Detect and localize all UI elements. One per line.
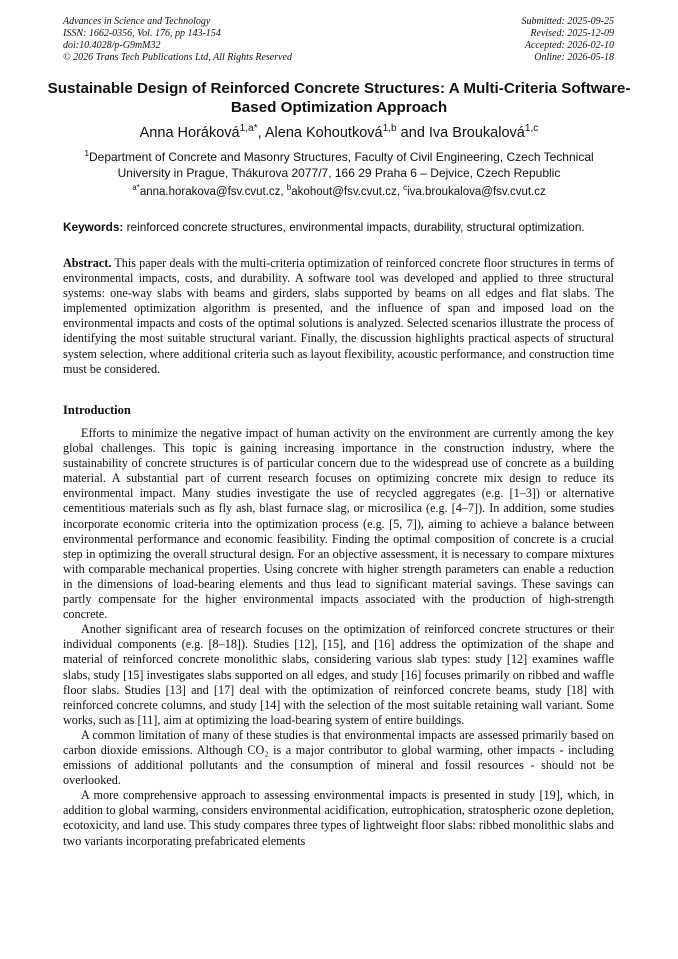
introduction-body — [63, 426, 614, 849]
paragraph: Another significant area of research focuses on the optimization of reinforced concrete structures or their individual components (e.g. [8–18]). Studies [12], [15], and [16] address the optimization of the shape and material of reinforced concrete monolithic slabs, considering various slab types: study [12] examines waffle slabs, study [15] investigates slabs supported on all edges, and study [16] focuses primarily on ribbed and waffle floor slabs. Studies [13] and [17] deal with the optimization of reinforced concrete beams, study [18] with reinforced concrete columns, and study [14] with the selection of the most suitable retaining wall variant. Some works, such as [11], aim at optimizing the load-bearing system of entire buildings. — [63, 622, 614, 727]
author-affiliation-mark: 1,a* — [239, 123, 258, 135]
paragraph: A more comprehensive approach to assessing environmental impacts is presented in study [19], which, in addition to global warming, considers environmental acidification, eutrophication, stratospheric ozone depletion, ecotoxicity, and land use. This study compares three types of lightweight floor slabs: ribbed monolithic slabs and two variants incorporating prefabricated elements — [63, 788, 614, 848]
author-separator: and — [396, 125, 429, 141]
abstract — [63, 256, 614, 377]
author-name: Anna Horáková — [139, 125, 240, 141]
email-link[interactable]: iva.broukalova@fsv.cvut.cz — [407, 186, 546, 198]
email-link[interactable]: akohout@fsv.cvut.cz — [291, 186, 397, 198]
keywords-label: Keywords: — [63, 220, 124, 234]
author-list — [20, 124, 658, 142]
email-list — [40, 185, 638, 200]
email-mark: b — [286, 183, 292, 193]
author-separator: , — [257, 125, 265, 141]
affiliation-text: Department of Concrete and Masonry Structures, Faculty of Civil Engineering, Czech Technical University in Prague, Thákurova 2077/7, 166 29 Praha 6 – Dejvice, Czech Republic — [88, 150, 594, 180]
email-separator: , — [280, 186, 287, 198]
dates-header — [522, 16, 615, 64]
email-mark: a* — [132, 183, 140, 193]
submitted-date: Submitted: 2025-09-25 — [521, 16, 614, 27]
keywords — [63, 220, 623, 235]
affiliation — [60, 150, 618, 181]
email-mark: c — [403, 183, 408, 193]
journal-header — [63, 16, 292, 64]
paragraph: Efforts to minimize the negative impact of human activity on the environment are currently among the key global challenges. This topic is gaining increasing importance in the construction industry, where the sustainability of concrete structures is of particular concern due to the widespread use of concrete as a building material. A substantial part of current research focuses on optimizing concrete mix design to reduce its environmental impact. Many studies investigate the use of recycled aggregates (e.g. [1–3]) or alternative cementitious materials such as fly ash, blast furnace slag, or microsilica (e.g. [4–7]). In addition, some studies incorporate economic criteria into the optimization process (e.g. [5, 7]), aiming to achieve a balance between environmental performance and economic feasibility. Finding the optimal composition of concrete is a crucial step in optimizing the overall structural design. For an objective assessment, it is necessary to compare mixtures with comparable mechanical properties. Using concrete with higher strength parameters can enable a reduction in the dimensions of load-bearing elements and thus lead to significant material savings. These savings can partly compensate for the higher environmental impacts associated with the production of high-strength concrete. — [63, 426, 614, 622]
email-link[interactable]: anna.horakova@fsv.cvut.cz — [139, 186, 281, 198]
author-name: Alena Kohoutková — [264, 125, 383, 141]
email-separator: , — [396, 186, 404, 198]
keywords-text: reinforced concrete structures, environmental impacts, durability, structural optimization. — [123, 220, 585, 234]
accepted-date: Accepted: 2026-02-10 — [524, 40, 614, 51]
abstract-text: This paper deals with the multi-criteria optimization of reinforced concrete floor structures in terms of environmental impacts, costs, and durability. A software tool was developed and applied to three structural systems: one-way slabs with beams and girders, slabs supported by beams on all edges and flat slabs. The implemented optimization algorithm is presented, and the influence of span and imposed load on the environmental impacts and costs of the optimal solutions is analyzed. Selected scenarios illustrate the process of identifying the most suitable structural variant. Finally, the discussion highlights practical aspects of structural system selection, where additional criteria such as layout flexibility, acoustic performance, and construction time must be considered. — [63, 256, 614, 376]
affiliation-mark: 1 — [84, 148, 89, 158]
issn-line: ISSN: 1662-0356, Vol. 176, pp 143-154 — [63, 28, 221, 39]
revised-date: Revised: 2025-12-09 — [530, 28, 614, 39]
author-affiliation-mark: 1,c — [524, 123, 539, 135]
paragraph: A common limitation of many of these studies is that environmental impacts are assessed primarily based on carbon dioxide emissions. Although CO₂ is a major contributor to global warming, other impacts - including emissions of additional pollutants and the consumption of mineral and fossil resources - should not be overlooked. — [63, 727, 614, 788]
author-affiliation-mark: 1,b — [382, 123, 397, 135]
doi-line: doi:10.4028/p-G9mM32 — [63, 40, 161, 51]
online-date: Online: 2026-05-18 — [534, 52, 614, 63]
author-name: Iva Broukalová — [428, 125, 525, 141]
section-heading: Introduction — [63, 403, 131, 417]
copyright-line: © 2026 Trans Tech Publications Ltd, All Rights Reserved — [63, 52, 292, 63]
paper-title: Sustainable Design of Reinforced Concrete Structures: A Multi-Criteria Software-Based Optimization Approach — [47, 80, 631, 116]
journal-name: Advances in Science and Technology — [63, 16, 211, 27]
abstract-label: Abstract. — [63, 256, 112, 270]
